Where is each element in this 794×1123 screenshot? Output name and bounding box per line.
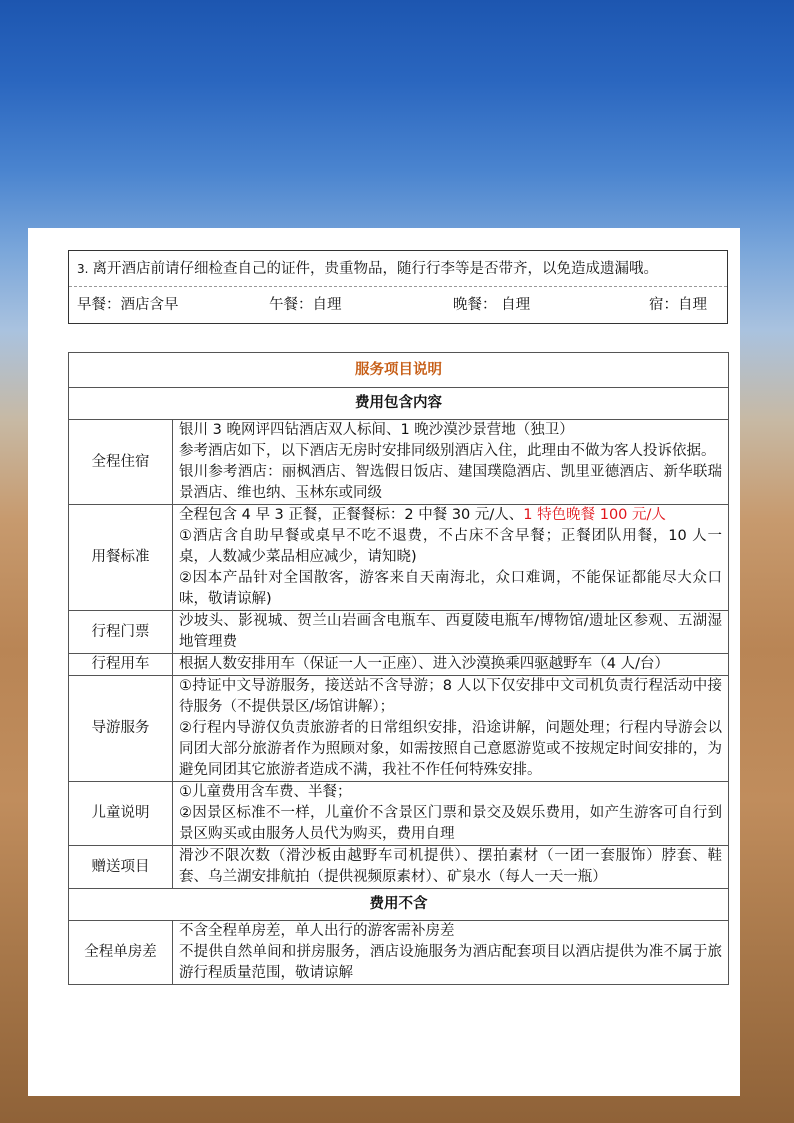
table-row: [69, 611, 729, 654]
content-line: ①酒店含自助早餐或桌早不吃不退费，不占床不含早餐；正餐团队用餐，10 人一桌，人数减少菜品相应减少，请知晓): [179, 528, 722, 565]
table-row: [69, 676, 729, 782]
content-line: 根据人数安排用车（保证一人一正座）、进入沙漠换乘四驱越野车（4 人/台）: [179, 656, 669, 672]
notice-number: 3.: [77, 262, 89, 276]
row-content: [173, 921, 729, 985]
table-row: [69, 921, 729, 985]
table-row: [69, 505, 729, 611]
breakfast-info: 早餐：酒店含早: [77, 297, 179, 313]
table-row: [69, 420, 729, 505]
content-line: ①持证中文导游服务，接送站不含导游；8 人以下仅安排中文司机负责行程活动中接待服务（不提供景区/场馆讲解）；: [179, 678, 722, 715]
row-content: [173, 782, 729, 846]
service-table: [68, 352, 729, 985]
notice-text: 离开酒店前请仔细检查自己的证件，贵重物品，随行行李等是否带齐，以免造成遗漏哦。: [92, 261, 658, 277]
included-header: 费用包含内容: [69, 388, 729, 420]
table-row: [69, 782, 729, 846]
row-content: [173, 676, 729, 782]
content-line: ②因本产品针对全国散客，游客来自天南海北，众口难调，不能保证都能尽大众口味，敬请谅解): [179, 570, 722, 607]
content-line: 参考酒店如下，以下酒店无房时安排同级别酒店入住，此理由不做为客人投诉依据。: [179, 443, 716, 459]
dinner-info: 晚餐： 自理: [453, 297, 531, 313]
notice-box: [68, 250, 728, 324]
content-line: ①儿童费用含车费、半餐；: [179, 784, 352, 800]
row-label: 行程门票: [69, 611, 173, 654]
content-line: 沙坡头、影视城、贺兰山岩画含电瓶车、西夏陵电瓶车/博物馆/遗址区参观、五湖湿地管理费: [179, 613, 722, 650]
row-label: 赠送项目: [69, 846, 173, 889]
row-label: 全程单房差: [69, 921, 173, 985]
content-line: [179, 505, 722, 526]
row-label: 全程住宿: [69, 420, 173, 505]
row-label: 儿童说明: [69, 782, 173, 846]
excluded-header: 费用不含: [69, 889, 729, 921]
row-label: 导游服务: [69, 676, 173, 782]
meal-standard-text: 全程包含 4 早 3 正餐，正餐餐标：2 中餐 30 元/人、: [179, 507, 524, 523]
content-line: 滑沙不限次数（滑沙板由越野车司机提供）、摆拍素材（一团一套服饰）脖套、鞋套、乌兰湖安排航拍（提供视频原素材）、矿泉水（每人一天一瓶）: [179, 848, 722, 885]
row-label: 行程用车: [69, 654, 173, 676]
table-row: [69, 846, 729, 889]
content-line: 银川参考酒店：丽枫酒店、智选假日饭店、建国璞隐酒店、凯里亚德酒店、新华联瑞景酒店、维也纳、玉林东或同级: [179, 464, 722, 501]
row-content: [173, 505, 729, 611]
meal-summary: [69, 287, 727, 323]
row-label: 用餐标准: [69, 505, 173, 611]
departure-notice: [69, 251, 727, 287]
row-content: [173, 611, 729, 654]
table-row: [69, 654, 729, 676]
special-dinner-highlight: 1 特色晚餐 100 元/人: [523, 507, 666, 523]
lodging-info: 宿：自理: [649, 297, 707, 313]
content-line: 不含全程单房差，单人出行的游客需补房差: [179, 923, 455, 939]
content-line: 银川 3 晚网评四钻酒店双人标间、1 晚沙漠沙景营地（独卫）: [179, 422, 574, 438]
content-line: 不提供自然单间和拼房服务，酒店设施服务为酒店配套项目以酒店提供为准不属于旅游行程质量范围，敬请谅解: [179, 944, 722, 981]
row-content: [173, 420, 729, 505]
service-table-title: 服务项目说明: [69, 353, 729, 388]
content-line: ②因景区标准不一样，儿童价不含景区门票和景交及娱乐费用，如产生游客可自行到景区购买或由服务人员代为购买，费用自理: [179, 805, 722, 842]
row-content: [173, 654, 729, 676]
content-line: ②行程内导游仅负责旅游者的日常组织安排，沿途讲解，问题处理；行程内导游会以同团大部分旅游者作为照顾对象，如需按照自己意愿游览或不按规定时间安排的，为避免同团其它旅游者造成不满，我社不作任何特殊安排。: [179, 720, 722, 778]
row-content: [173, 846, 729, 889]
lunch-info: 午餐：自理: [269, 297, 342, 313]
